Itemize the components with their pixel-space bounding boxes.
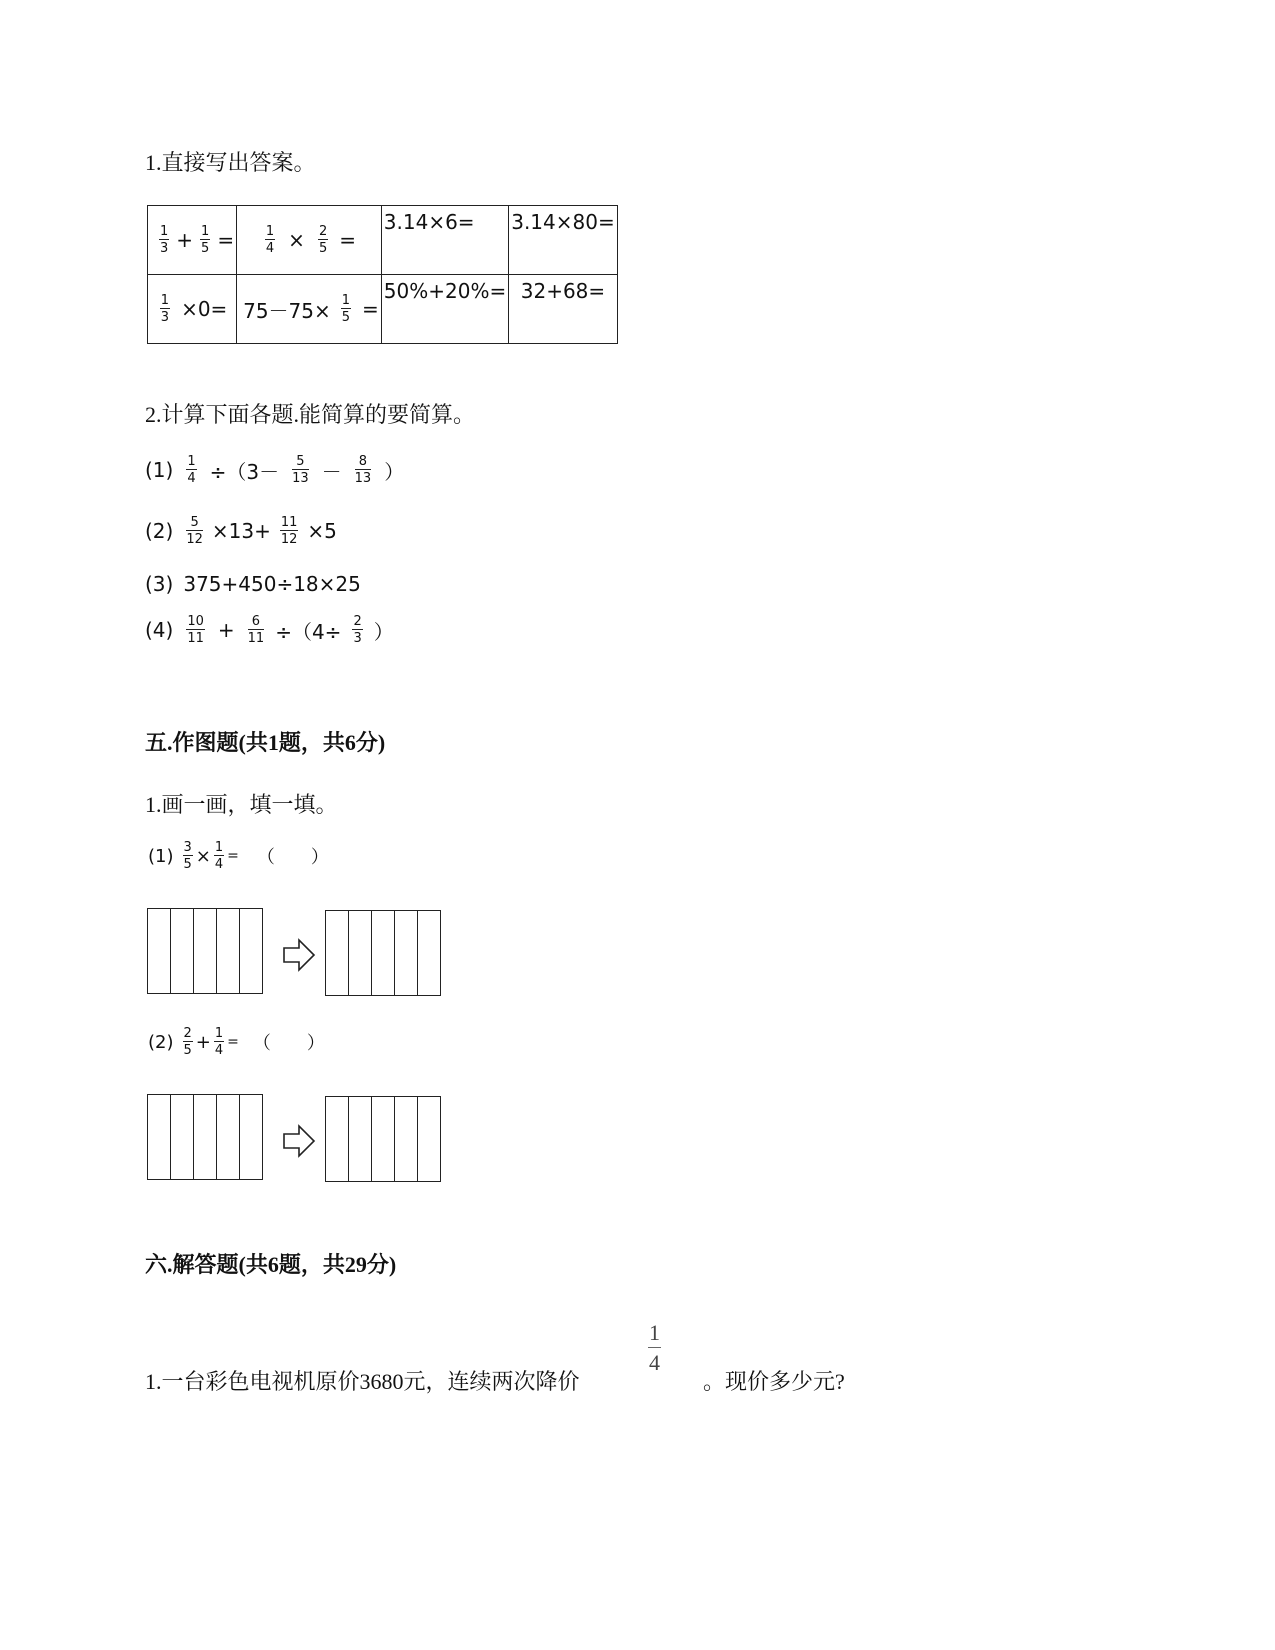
draw-part-2-expression: (2) $\frac{2}{5}$ + $\frac{1}{4}$ = （ ） [148, 1026, 325, 1058]
table-row [148, 206, 618, 275]
table-row [148, 275, 618, 344]
outline-right-arrow-icon [282, 938, 316, 972]
question-2-title: 2.计算下面各题.能简算的要简算。 [145, 402, 476, 427]
section-6-question-1-text: 1.一台彩色电视机原价3680元，连续两次降价 [145, 1369, 580, 1394]
question-1-title: 1.直接写出答案。 [145, 150, 316, 175]
section-6-question-1-end: 。现价多少元? [703, 1369, 845, 1394]
outline-right-arrow-icon [282, 1124, 316, 1158]
fraction: $\frac{1}{3}$ [160, 224, 169, 256]
table-cell: 75－75× $\frac{1}{5}$ = [237, 275, 382, 344]
fraction: $\frac{1}{5}$ [341, 293, 351, 325]
table-cell: $\frac{1}{3}$ ×0= [148, 275, 237, 344]
calc-item-4: (4) $\frac{10}{11}$ + $\frac{6}{11}$ ÷（4÷ $\frac{2}{3}$ ） [145, 614, 394, 646]
table-cell: $\frac{1}{3}$ + $\frac{1}{5}$ = [148, 206, 237, 275]
fraction: $\frac{1}{4}$ [265, 224, 275, 256]
fraction-grid-after [325, 910, 441, 996]
fraction-grid-before [147, 1094, 263, 1180]
fraction-grid-before [147, 908, 263, 994]
fraction: $\frac{2}{5}$ [318, 224, 328, 256]
fraction: $\frac{1}{5}$ [201, 224, 210, 256]
table-cell: 32+68= [509, 275, 618, 344]
fraction: $\frac{3}{5}$ [183, 840, 192, 872]
table-cell: 50%+20%= [381, 275, 508, 344]
calc-item-3: (3) 375+450÷18×25 [145, 572, 361, 596]
section-5-title: 五.作图题(共1题，共6分) [145, 730, 386, 755]
fraction: $\frac{2}{5}$ [183, 1026, 192, 1058]
oral-calc-table [147, 205, 618, 344]
calc-item-2: (2) $\frac{5}{12}$ ×13+ $\frac{11}{12}$ ×5 [145, 515, 337, 547]
calc-item-1: (1) $\frac{1}{4}$ ÷（3－ $\frac{5}{13}$ － $\frac{8}{13}$ ） [145, 454, 405, 486]
fraction: $\frac{11}{12}$ [280, 515, 298, 547]
table-cell: 3.14×6= [381, 206, 508, 275]
fraction: $\frac{1}{4}$ [214, 1026, 224, 1058]
fraction: $\frac{1}{3}$ [160, 293, 170, 325]
fraction: $\frac{2}{3}$ [353, 614, 362, 646]
section-5-question-title: 1.画一画，填一填。 [145, 792, 338, 817]
draw-part-1-expression: (1) $\frac{3}{5}$ × $\frac{1}{4}$ = （ ） [148, 840, 329, 872]
fraction: $\frac{6}{11}$ [247, 614, 265, 646]
fraction: $\frac{5}{13}$ [292, 454, 309, 486]
fraction-grid-after [325, 1096, 441, 1182]
fraction: $\frac{10}{11}$ [187, 614, 204, 646]
price-drop-fraction: $\frac{1}{4}$ [649, 1320, 660, 1375]
section-6-title: 六.解答题(共6题，共29分) [145, 1252, 397, 1277]
table-cell: $\frac{1}{4}$ × $\frac{2}{5}$ = [237, 206, 382, 275]
fraction: $\frac{8}{13}$ [354, 454, 372, 486]
fraction: $\frac{1}{4}$ [214, 840, 224, 872]
fraction: $\frac{1}{4}$ [187, 454, 196, 486]
fraction: $\frac{5}{12}$ [186, 515, 203, 547]
table-cell: 3.14×80= [509, 206, 618, 275]
